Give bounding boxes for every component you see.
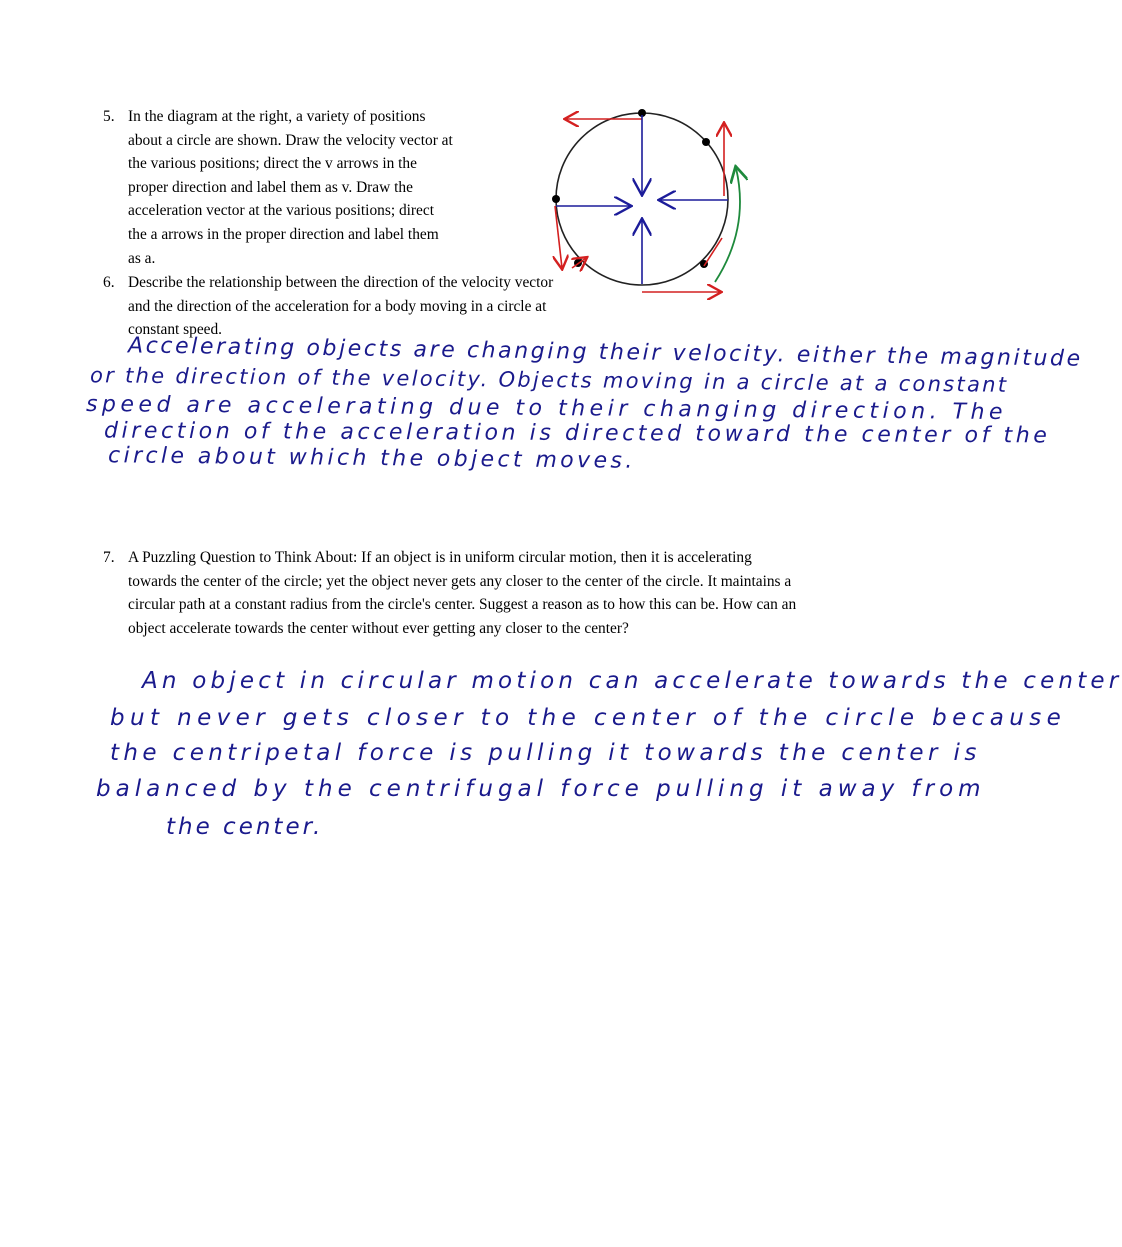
answer-7-line-4: balanced by the centrifugal force pulling it away from (96, 776, 986, 802)
question-5 (103, 105, 453, 270)
answer-6-line-2: or the direction of the velocity. Objects moving in a circle at a constant (89, 363, 1009, 397)
question-number: 7. (103, 549, 115, 566)
position-dot-left (552, 195, 560, 203)
answer-7-line-1: An object in circular motion can accelerate towards the center (142, 668, 1122, 694)
velocity-arrow-left (555, 206, 562, 268)
answer-6-line-1: Accelerating objects are changing their velocity. either the magnitude (127, 333, 1083, 372)
question-text: A Puzzling Question to Think About: If an object is in uniform circular motion, then it is accelerating towards the center of the circle; yet the object never gets any closer to the center of the circle. It maintains a circular path at a constant radius from the circle's center. Suggest a reason as to how this can be. How can an object accelerate towards the center without ever getting any closer to the center? (128, 549, 797, 637)
velocity-arrow-lower-right (704, 238, 722, 266)
circular-motion-diagram (540, 100, 760, 310)
question-text: In the diagram at the right, a variety of positions about a circle are shown. Draw the velocity vector at the various positions; direct the v arrows in the proper direction and label them as v. Draw the acceleration vector at the various positions; direct the a arrows in the proper direction and label them as a. (128, 108, 453, 267)
answer-7-line-3: the centripetal force is pulling it towards the center is (110, 740, 981, 766)
answer-6-line-4: direction of the acceleration is directed toward the center of the (103, 418, 1051, 449)
answer-7-line-5: the center. (166, 814, 324, 840)
answer-6-line-3: speed are accelerating due to their changing direction. The (85, 391, 1008, 426)
question-6 (103, 271, 563, 342)
question-text: Describe the relationship between the direction of the velocity vector and the direction of the acceleration for a body moving in a circle at constant speed. (128, 274, 554, 339)
question-number: 6. (103, 274, 115, 291)
question-7 (103, 546, 803, 640)
position-dot-upper-right (702, 138, 710, 146)
answer-6-line-5: circle about which the object moves. (107, 443, 636, 474)
question-number: 5. (103, 108, 115, 125)
answer-7-line-2: but never gets closer to the center of the circle because (110, 705, 1067, 731)
